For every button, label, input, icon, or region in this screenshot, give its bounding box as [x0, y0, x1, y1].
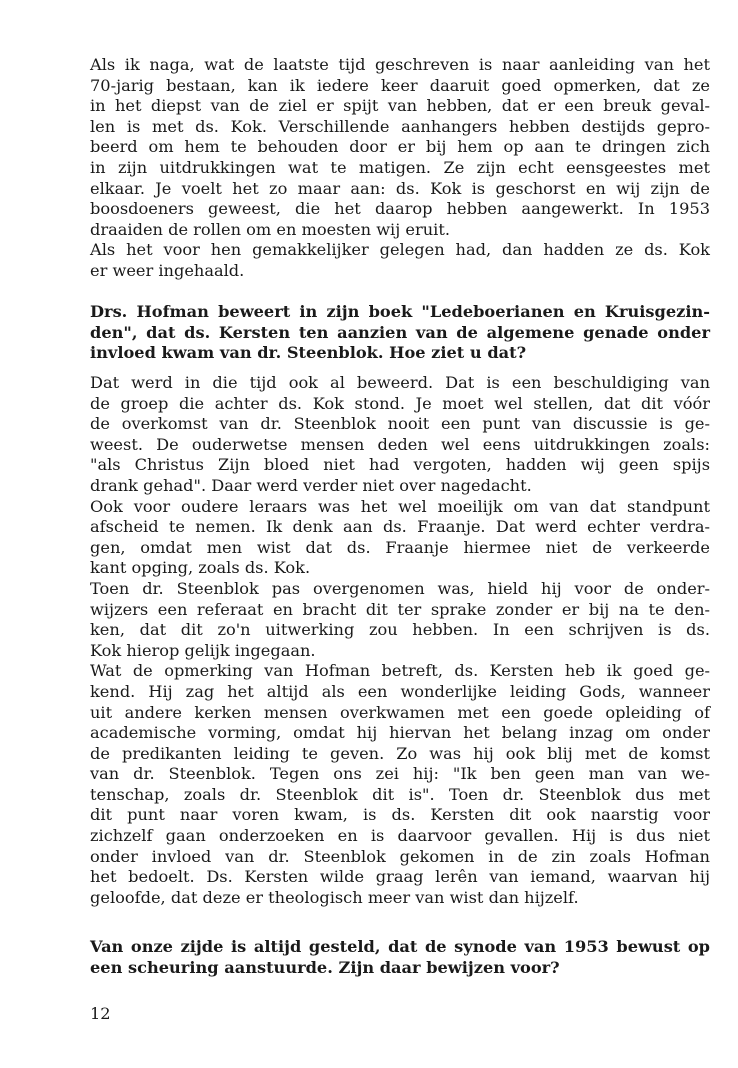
text-line: academische vorming, omdat hij hiervan het belang inzag om onder: [90, 723, 710, 743]
text-line: dit punt naar voren kwam, is ds. Kersten dit ook naarstig voor: [90, 805, 710, 825]
text-line: uit andere kerken mensen overkwamen met een goede opleiding of: [90, 702, 710, 722]
text-line: wijzers een referaat en bracht dit ter sprake zonder er bij na te den-: [90, 599, 710, 619]
question-line: een scheuring aanstuurde. Zijn daar bewijzen voor?: [90, 957, 560, 977]
text-line: het bedoelt. Ds. Kersten wilde graag lerên van iemand, waarvan hij: [90, 867, 710, 887]
text-line: gen, omdat men wist dat ds. Fraanje hiermee niet de verkeerde: [90, 537, 710, 557]
text-line: len is met ds. Kok. Verschillende aanhangers hebben destijds gepro-: [90, 116, 710, 136]
paragraph-answer: [90, 373, 710, 908]
text-line: er weer ingehaald.: [90, 260, 245, 280]
text-line: zichzelf gaan onderzoeken en is daarvoor gevallen. Hij is dus niet: [90, 826, 710, 846]
text-line: Dat werd in die tijd ook al beweerd. Dat is een beschuldiging van: [90, 373, 710, 392]
text-line: Wat de opmerking van Hofman betreft, ds. Kersten heb ik goed ge-: [90, 661, 710, 681]
text-line: de overkomst van dr. Steenblok nooit een punt van discussie is ge-: [90, 414, 710, 434]
text-line: geloofde, dat deze er theologisch meer van wist dan hijzelf.: [90, 887, 579, 907]
text-line: "als Christus Zijn bloed niet had vergoten, hadden wij geen spijs: [90, 455, 710, 475]
text-line: Als ik naga, wat de laatste tijd geschreven is naar aanleiding van het: [90, 55, 710, 74]
text-line: in het diepst van de ziel er spijt van hebben, dat er een breuk geval-: [90, 96, 710, 116]
text-line: Kok hierop gelijk ingegaan.: [90, 640, 316, 660]
question-line: Drs. Hofman beweert in zijn boek "Ledeboerianen en Kruisgezin-: [90, 302, 710, 321]
text-line: kend. Hij zag het altijd als een wonderlijke leiding Gods, wanneer: [90, 681, 710, 701]
text-line: boosdoeners geweest, die het daarop hebben aangewerkt. In 1953: [90, 199, 710, 219]
text-line: draaiden de rollen om en moesten wij eruit.: [90, 219, 450, 239]
text-line: Ook voor oudere leraars was het wel moeilijk om van dat standpunt: [90, 496, 710, 516]
question-line: den", dat ds. Kersten ten aanzien van de algemene genade onder: [90, 322, 710, 342]
text-line: kant opging, zoals ds. Kok.: [90, 558, 311, 578]
text-line: elkaar. Je voelt het zo maar aan: ds. Kok is geschorst en wij zijn de: [90, 178, 710, 198]
question-heading-2: [90, 937, 710, 978]
text-line: in zijn uitdrukkingen wat te matigen. Ze zijn echt eensgeestes met: [90, 157, 710, 177]
text-line: drank gehad". Daar werd verder niet over nagedacht.: [90, 475, 532, 495]
text-line: ken, dat dit zo'n uitwerking zou hebben. In een schrijven is ds.: [90, 620, 710, 640]
text-line: weest. De ouderwetse mensen deden wel eens uitdrukkingen zoals:: [90, 434, 710, 454]
text-line: onder invloed van dr. Steenblok gekomen in de zin zoals Hofman: [90, 846, 710, 866]
page-number: 12: [90, 1004, 111, 1023]
text-line: tenschap, zoals dr. Steenblok dit is". Toen dr. Steenblok dus met: [90, 784, 710, 804]
paragraph-intro: [90, 55, 710, 282]
text-line: Als het voor hen gemakkelijker gelegen had, dan hadden ze ds. Kok: [90, 240, 710, 260]
text-line: beerd om hem te behouden door er bij hem op aan te dringen zich: [90, 137, 710, 157]
question-line: Van onze zijde is altijd gesteld, dat de synode van 1953 bewust op: [90, 937, 710, 956]
question-heading-1: [90, 302, 710, 364]
text-line: afscheid te nemen. Ik denk aan ds. Fraanje. Dat werd echter verdra-: [90, 517, 710, 537]
text-line: de predikanten leiding te geven. Zo was hij ook blij met de komst: [90, 743, 710, 763]
text-line: de groep die achter ds. Kok stond. Je moet wel stellen, dat dit vóór: [90, 393, 710, 413]
text-line: 70-jarig bestaan, kan ik iedere keer daaruit goed opmerken, dat ze: [90, 75, 710, 95]
text-line: Toen dr. Steenblok pas overgenomen was, hield hij voor de onder-: [90, 578, 710, 598]
question-line: invloed kwam van dr. Steenblok. Hoe ziet u dat?: [90, 343, 527, 363]
text-line: van dr. Steenblok. Tegen ons zei hij: "Ik ben geen man van we-: [90, 764, 710, 784]
